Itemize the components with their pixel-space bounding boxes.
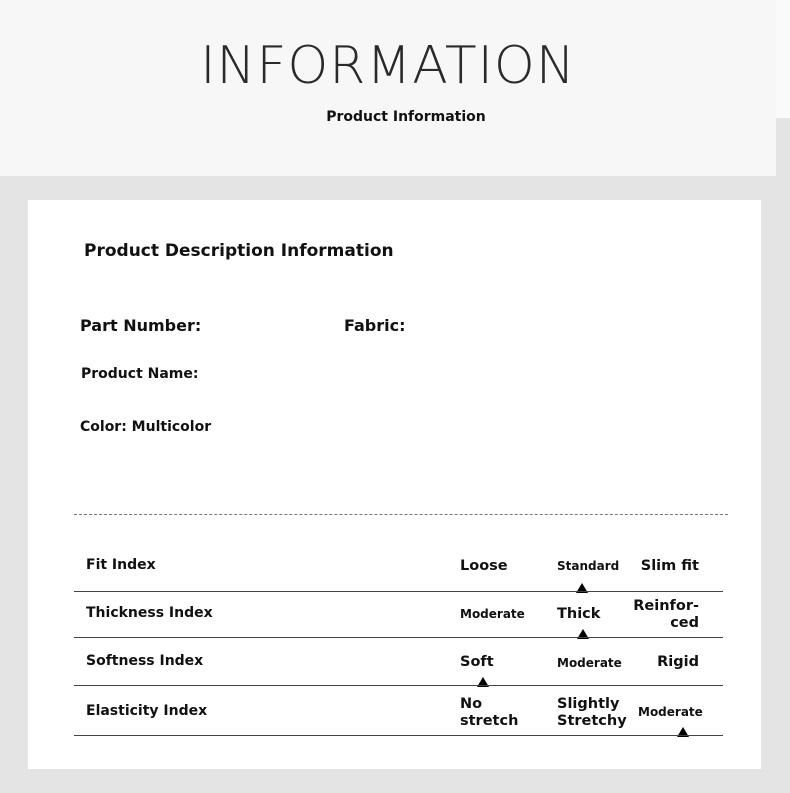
fit-index-label: Fit Index — [86, 557, 156, 573]
softness-option-moderate: Moderate — [557, 656, 622, 670]
fit-option-standard: Standard — [557, 559, 620, 573]
page-subtitle: Product Information — [326, 109, 486, 125]
header-banner — [0, 0, 776, 176]
dashed-divider — [74, 514, 728, 515]
section-title: Product Description Information — [84, 241, 394, 261]
row-divider — [74, 685, 723, 686]
fit-option-loose: Loose — [460, 558, 508, 574]
color-label: Color: Multicolor — [80, 419, 212, 435]
header-edge — [776, 0, 790, 118]
row-divider — [74, 735, 723, 736]
fabric-label: Fabric: — [344, 316, 406, 335]
row-divider — [74, 591, 723, 592]
thickness-option-thick: Thick — [557, 606, 601, 622]
thickness-option-reinforced: Reinfor-ced — [633, 598, 699, 631]
fit-option-slim-fit: Slim fit — [640, 558, 699, 574]
elasticity-index-label: Elasticity Index — [86, 703, 208, 719]
thickness-option-moderate: Moderate — [460, 607, 525, 621]
softness-option-rigid: Rigid — [657, 654, 699, 670]
row-divider — [74, 637, 723, 638]
elasticity-option-moderate: Moderate — [638, 705, 703, 719]
elasticity-option-slightly-stretchy: Slightly Stretchy — [557, 696, 627, 729]
softness-option-soft: Soft — [460, 654, 494, 670]
elasticity-option-no-stretch: No stretch — [460, 696, 519, 729]
product-name-label: Product Name: — [81, 366, 199, 382]
part-number-label: Part Number: — [80, 316, 202, 335]
thickness-index-label: Thickness Index — [86, 605, 213, 621]
softness-index-label: Softness Index — [86, 653, 204, 669]
product-info-card — [28, 200, 761, 769]
page-title: INFORMATION — [200, 36, 576, 96]
